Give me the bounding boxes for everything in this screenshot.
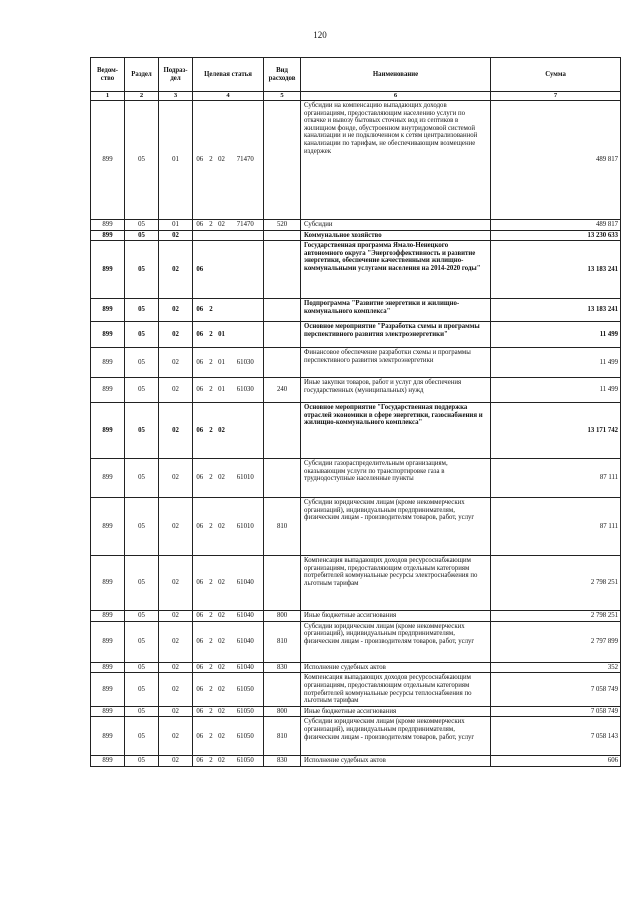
cell-dept: 899 <box>91 299 125 322</box>
table-row <box>91 101 621 220</box>
table-row <box>91 717 621 756</box>
cell-sum: 2 797 899 <box>491 621 621 662</box>
cell-section: 05 <box>125 348 159 378</box>
table-row <box>91 220 621 231</box>
cell-dept: 899 <box>91 756 125 767</box>
cell-sum: 352 <box>491 662 621 673</box>
table-row <box>91 756 621 767</box>
cell-subsection: 02 <box>159 673 193 706</box>
col-header-sum: Сумма <box>491 58 621 92</box>
cell-sum: 11 499 <box>491 322 621 348</box>
cell-target-direction: 71470 <box>228 101 264 220</box>
cell-expense-type <box>264 299 301 322</box>
cell-target-program: 06 <box>193 299 207 322</box>
cell-target-activity: 02 <box>216 621 228 662</box>
cell-expense-type <box>264 322 301 348</box>
cell-expense-type: 830 <box>264 662 301 673</box>
cell-name: Субсидии газораспределительным организациям, оказывающим услуги по транспортировке газа в труднодоступные населенные пункты <box>301 459 491 498</box>
cell-target-subprogram: 2 <box>207 459 216 498</box>
cell-subsection: 02 <box>159 706 193 717</box>
cell-expense-type: 520 <box>264 220 301 231</box>
cell-section: 05 <box>125 459 159 498</box>
cell-name: Основное мероприятие "Государственная поддержка отраслей экономики в сфере энергетики, газоснабжения и жилищно-коммунального комплекса" <box>301 403 491 459</box>
col-header-expense-type: Вид расходов <box>264 58 301 92</box>
cell-target-program <box>193 230 207 241</box>
table-row <box>91 403 621 459</box>
cell-target-activity: 02 <box>216 498 228 556</box>
col-number: 5 <box>264 92 301 101</box>
cell-target-activity: 02 <box>216 673 228 706</box>
cell-target-subprogram: 2 <box>207 299 216 322</box>
table-row <box>91 348 621 378</box>
cell-target-direction: 71470 <box>228 220 264 231</box>
cell-target-program: 06 <box>193 241 207 299</box>
cell-dept: 899 <box>91 403 125 459</box>
cell-target-program: 06 <box>193 717 207 756</box>
cell-section: 05 <box>125 220 159 231</box>
cell-name: Коммунальное хозяйство <box>301 230 491 241</box>
cell-target-subprogram: 2 <box>207 717 216 756</box>
col-header-name: Наименование <box>301 58 491 92</box>
cell-sum: 11 499 <box>491 348 621 378</box>
cell-expense-type: 240 <box>264 378 301 403</box>
cell-target-program: 06 <box>193 220 207 231</box>
cell-target-subprogram: 2 <box>207 706 216 717</box>
cell-target-activity <box>216 241 228 299</box>
page-number: 120 <box>313 30 327 40</box>
cell-target-program: 06 <box>193 498 207 556</box>
cell-expense-type: 800 <box>264 706 301 717</box>
cell-target-direction: 61030 <box>228 378 264 403</box>
cell-section: 05 <box>125 556 159 611</box>
cell-target-subprogram: 2 <box>207 662 216 673</box>
cell-name: Исполнение судебных актов <box>301 756 491 767</box>
cell-target-subprogram: 2 <box>207 498 216 556</box>
cell-dept: 899 <box>91 717 125 756</box>
cell-target-activity <box>216 230 228 241</box>
cell-section: 05 <box>125 403 159 459</box>
table-row <box>91 662 621 673</box>
col-number: 2 <box>125 92 159 101</box>
cell-dept: 899 <box>91 556 125 611</box>
cell-target-activity: 02 <box>216 101 228 220</box>
cell-sum: 489 817 <box>491 101 621 220</box>
table-row <box>91 611 621 622</box>
cell-target-activity: 02 <box>216 220 228 231</box>
cell-target-program: 06 <box>193 662 207 673</box>
cell-dept: 899 <box>91 378 125 403</box>
cell-target-program: 06 <box>193 403 207 459</box>
cell-expense-type <box>264 348 301 378</box>
cell-target-subprogram: 2 <box>207 756 216 767</box>
cell-target-direction: 61010 <box>228 459 264 498</box>
cell-sum: 489 817 <box>491 220 621 231</box>
cell-target-direction: 61050 <box>228 717 264 756</box>
cell-target-direction: 61050 <box>228 673 264 706</box>
cell-subsection: 01 <box>159 101 193 220</box>
cell-dept: 899 <box>91 101 125 220</box>
cell-target-activity <box>216 299 228 322</box>
cell-target-activity: 02 <box>216 403 228 459</box>
cell-target-subprogram: 2 <box>207 556 216 611</box>
table-row <box>91 673 621 706</box>
cell-target-direction: 61040 <box>228 556 264 611</box>
cell-target-activity: 01 <box>216 348 228 378</box>
cell-subsection: 02 <box>159 498 193 556</box>
cell-target-activity: 02 <box>216 662 228 673</box>
cell-target-program: 06 <box>193 673 207 706</box>
cell-subsection: 01 <box>159 220 193 231</box>
cell-dept: 899 <box>91 706 125 717</box>
cell-sum: 7 058 143 <box>491 717 621 756</box>
cell-dept: 899 <box>91 322 125 348</box>
cell-section: 05 <box>125 756 159 767</box>
cell-target-direction: 61050 <box>228 706 264 717</box>
cell-target-subprogram: 2 <box>207 673 216 706</box>
cell-target-direction: 61030 <box>228 348 264 378</box>
cell-target-program: 06 <box>193 706 207 717</box>
cell-expense-type: 810 <box>264 621 301 662</box>
table-row <box>91 621 621 662</box>
cell-target-subprogram: 2 <box>207 378 216 403</box>
cell-name: Основное мероприятие "Разработка схемы и программы перспективного развития электроэнергетики" <box>301 322 491 348</box>
cell-expense-type <box>264 241 301 299</box>
cell-expense-type: 800 <box>264 611 301 622</box>
cell-sum: 606 <box>491 756 621 767</box>
cell-target-direction <box>228 241 264 299</box>
cell-subsection: 02 <box>159 556 193 611</box>
cell-expense-type <box>264 459 301 498</box>
cell-name: Компенсация выпадающих доходов ресурсоснабжающим организациям, предоставляющим отдельным категориям потребителей коммунальные ресурсы электроснабжения по льготным тарифам <box>301 556 491 611</box>
cell-dept: 899 <box>91 498 125 556</box>
cell-expense-type <box>264 403 301 459</box>
cell-name: Подпрограмма "Развитие энергетики и жилищно-коммунального комплекса" <box>301 299 491 322</box>
cell-section: 05 <box>125 378 159 403</box>
cell-target-direction <box>228 322 264 348</box>
cell-expense-type <box>264 230 301 241</box>
cell-sum: 13 183 241 <box>491 241 621 299</box>
cell-target-activity: 02 <box>216 556 228 611</box>
cell-target-subprogram: 2 <box>207 611 216 622</box>
cell-sum: 7 058 749 <box>491 673 621 706</box>
cell-name: Субсидии на компенсацию выпадающих доходов организациям, предоставляющим населению услуги по откачке и вывозу бытовых сточных вод из септиков в жилищном фонде, обустроенном внутридомовой системой канализации и не подключенном к сетям централизованной канализации по тарифам, не обеспечивающим возмещение издержек <box>301 101 491 220</box>
cell-subsection: 02 <box>159 230 193 241</box>
cell-dept: 899 <box>91 220 125 231</box>
cell-subsection: 02 <box>159 662 193 673</box>
cell-target-program: 06 <box>193 556 207 611</box>
table-row <box>91 322 621 348</box>
cell-subsection: 02 <box>159 378 193 403</box>
cell-name: Иные бюджетные ассигнования <box>301 611 491 622</box>
cell-sum: 7 058 749 <box>491 706 621 717</box>
cell-section: 05 <box>125 498 159 556</box>
cell-dept: 899 <box>91 241 125 299</box>
cell-dept: 899 <box>91 621 125 662</box>
cell-subsection: 02 <box>159 299 193 322</box>
cell-expense-type <box>264 101 301 220</box>
cell-target-activity: 01 <box>216 322 228 348</box>
cell-target-direction <box>228 230 264 241</box>
cell-target-subprogram: 2 <box>207 101 216 220</box>
cell-sum: 2 798 251 <box>491 611 621 622</box>
cell-target-activity: 02 <box>216 611 228 622</box>
cell-section: 05 <box>125 299 159 322</box>
cell-target-activity: 02 <box>216 706 228 717</box>
budget-table <box>90 57 621 767</box>
cell-target-program: 06 <box>193 101 207 220</box>
cell-dept: 899 <box>91 348 125 378</box>
cell-target-subprogram: 2 <box>207 621 216 662</box>
cell-name: Иные закупки товаров, работ и услуг для обеспечения государственных (муниципальных) нужд <box>301 378 491 403</box>
cell-name: Компенсация выпадающих доходов ресурсоснабжающим организациям, предоставляющим отдельным категориям потребителей коммунальные ресурсы теплоснабжения по льготным тарифам <box>301 673 491 706</box>
cell-section: 05 <box>125 611 159 622</box>
cell-target-activity: 02 <box>216 459 228 498</box>
cell-subsection: 02 <box>159 241 193 299</box>
cell-sum: 13 230 633 <box>491 230 621 241</box>
cell-subsection: 02 <box>159 348 193 378</box>
cell-sum: 13 171 742 <box>491 403 621 459</box>
cell-name: Субсидии юридическим лицам (кроме некоммерческих организаций), индивидуальным предпринимателям, физическим лицам - производителям товаров, работ, услуг <box>301 621 491 662</box>
column-number-row <box>91 92 621 101</box>
cell-sum: 13 183 241 <box>491 299 621 322</box>
cell-expense-type: 810 <box>264 717 301 756</box>
table-row <box>91 230 621 241</box>
col-number: 6 <box>301 92 491 101</box>
cell-subsection: 02 <box>159 717 193 756</box>
cell-sum: 87 111 <box>491 459 621 498</box>
header-row <box>91 58 621 92</box>
cell-sum: 2 798 251 <box>491 556 621 611</box>
cell-target-program: 06 <box>193 378 207 403</box>
cell-section: 05 <box>125 706 159 717</box>
cell-target-direction <box>228 403 264 459</box>
cell-target-program: 06 <box>193 322 207 348</box>
col-number: 7 <box>491 92 621 101</box>
col-number: 3 <box>159 92 193 101</box>
cell-section: 05 <box>125 241 159 299</box>
cell-target-activity: 01 <box>216 378 228 403</box>
cell-target-direction: 61040 <box>228 662 264 673</box>
cell-subsection: 02 <box>159 621 193 662</box>
table-row <box>91 706 621 717</box>
cell-dept: 899 <box>91 662 125 673</box>
cell-name: Финансовое обеспечение разработки схемы и программы перспективного развития электроэнергетики <box>301 348 491 378</box>
col-header-target: Целевая статья <box>193 58 264 92</box>
cell-subsection: 02 <box>159 403 193 459</box>
cell-name: Государственная программа Ямало-Ненецкого автономного округа "Энергоэффективность и развитие энергетики, обеспечение качественными жилищно-коммунальными услугами населения на 2014-2020 годы" <box>301 241 491 299</box>
cell-target-direction: 61040 <box>228 621 264 662</box>
cell-target-program: 06 <box>193 756 207 767</box>
col-header-dept: Ведом-ство <box>91 58 125 92</box>
cell-target-program: 06 <box>193 621 207 662</box>
cell-subsection: 02 <box>159 459 193 498</box>
cell-subsection: 02 <box>159 611 193 622</box>
table-row <box>91 459 621 498</box>
cell-target-subprogram: 2 <box>207 348 216 378</box>
cell-target-direction <box>228 299 264 322</box>
cell-expense-type: 830 <box>264 756 301 767</box>
cell-subsection: 02 <box>159 322 193 348</box>
cell-sum: 87 111 <box>491 498 621 556</box>
cell-target-subprogram <box>207 241 216 299</box>
cell-name: Субсидии юридическим лицам (кроме некоммерческих организаций), индивидуальным предпринимателям, физическим лицам - производителям товаров, работ, услуг <box>301 717 491 756</box>
cell-target-subprogram: 2 <box>207 220 216 231</box>
table-row <box>91 498 621 556</box>
cell-dept: 899 <box>91 459 125 498</box>
cell-expense-type: 810 <box>264 498 301 556</box>
cell-section: 05 <box>125 673 159 706</box>
cell-name: Субсидии <box>301 220 491 231</box>
cell-target-direction: 61050 <box>228 756 264 767</box>
cell-sum: 11 499 <box>491 378 621 403</box>
cell-section: 05 <box>125 717 159 756</box>
cell-section: 05 <box>125 621 159 662</box>
cell-name: Исполнение судебных актов <box>301 662 491 673</box>
cell-target-direction: 61040 <box>228 611 264 622</box>
cell-section: 05 <box>125 101 159 220</box>
col-header-subsection: Подраз-дел <box>159 58 193 92</box>
cell-dept: 899 <box>91 611 125 622</box>
table-row <box>91 241 621 299</box>
col-number: 1 <box>91 92 125 101</box>
cell-target-activity: 02 <box>216 756 228 767</box>
cell-section: 05 <box>125 322 159 348</box>
cell-dept: 899 <box>91 230 125 241</box>
cell-section: 05 <box>125 230 159 241</box>
table-row <box>91 378 621 403</box>
cell-subsection: 02 <box>159 756 193 767</box>
cell-target-activity: 02 <box>216 717 228 756</box>
cell-target-program: 06 <box>193 459 207 498</box>
cell-target-subprogram: 2 <box>207 403 216 459</box>
cell-target-direction: 61010 <box>228 498 264 556</box>
cell-target-program: 06 <box>193 611 207 622</box>
cell-name: Иные бюджетные ассигнования <box>301 706 491 717</box>
cell-section: 05 <box>125 662 159 673</box>
cell-name: Субсидии юридическим лицам (кроме некоммерческих организаций), индивидуальным предпринимателям, физическим лицам - производителям товаров, работ, услуг <box>301 498 491 556</box>
cell-target-subprogram <box>207 230 216 241</box>
col-number: 4 <box>193 92 264 101</box>
cell-expense-type <box>264 673 301 706</box>
cell-target-subprogram: 2 <box>207 322 216 348</box>
cell-expense-type <box>264 556 301 611</box>
cell-target-program: 06 <box>193 348 207 378</box>
col-header-section: Раздел <box>125 58 159 92</box>
table-row <box>91 299 621 322</box>
cell-dept: 899 <box>91 673 125 706</box>
table-row <box>91 556 621 611</box>
